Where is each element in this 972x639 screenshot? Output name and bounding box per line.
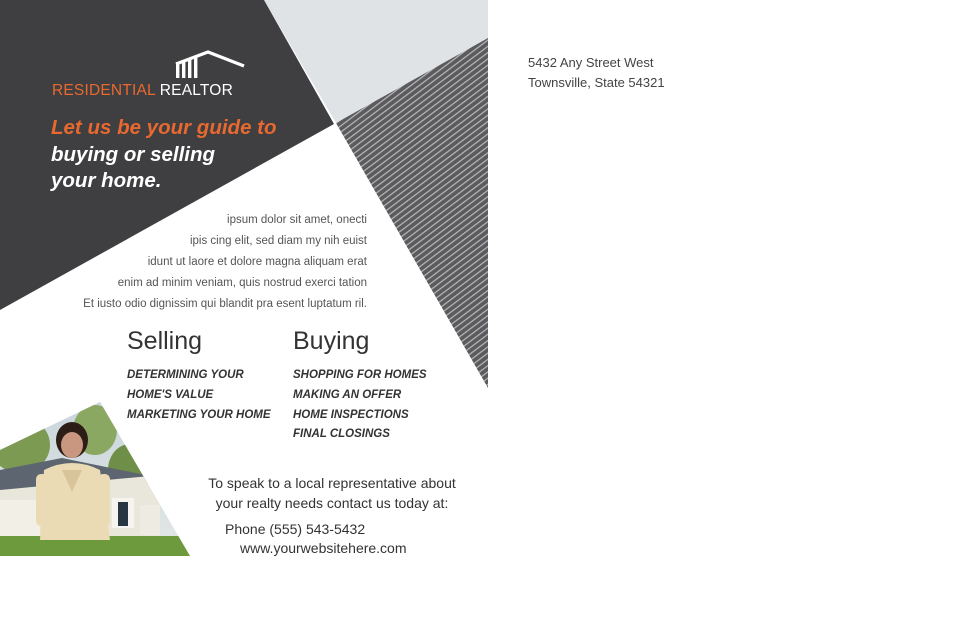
headline-line2: buying or selling: [51, 142, 216, 166]
intro-line: ipis cing elit, sed diam my nih euist: [189, 235, 367, 247]
flyer-panel: [0, 0, 488, 556]
buying-title: Buying: [293, 327, 370, 355]
buying-item: MAKING AN OFFER: [293, 388, 402, 401]
selling-title: Selling: [127, 327, 203, 355]
selling-item: DETERMINING YOUR: [127, 369, 244, 381]
address-line1: 5432 Any Street West: [528, 55, 654, 70]
phone-number: Phone (555) 543-5432: [225, 521, 366, 537]
selling-column: [127, 325, 271, 425]
brand-name: [52, 82, 233, 100]
headline-line3: your home.: [51, 169, 162, 192]
intro-paragraph: [83, 210, 367, 315]
buying-item: SHOPPING FOR HOMES: [293, 369, 427, 381]
house-roof-icon: [174, 48, 246, 80]
contact-line2: your realty needs contact us today at:: [215, 495, 449, 511]
buying-item: FINAL CLOSINGS: [293, 428, 390, 441]
brand-logo: [52, 48, 252, 98]
brand-name-part2: REALTOR: [159, 82, 233, 99]
address-line2: Townsville, State 54321: [528, 75, 665, 90]
contact-line1: To speak to a local representative about: [208, 475, 456, 491]
headline: [51, 115, 277, 195]
brand-name-part1: RESIDENTIAL: [52, 82, 156, 99]
selling-item: HOME'S VALUE: [127, 388, 214, 401]
mailing-address: [528, 53, 665, 93]
headline-line1: Let us be your guide to: [51, 116, 277, 139]
selling-item: MARKETING YOUR HOME: [127, 408, 271, 421]
intro-line: Et iusto odio dignissim qui blandit pra esent luptatum ril.: [83, 298, 367, 310]
intro-line: enim ad minim veniam, quis nostrud exerci tation: [117, 277, 367, 289]
buying-column: [293, 325, 427, 445]
intro-line: ipsum dolor sit amet, onecti: [227, 214, 367, 226]
intro-line: idunt ut laore et dolore magna aliquam erat: [147, 256, 367, 268]
buying-item: HOME INSPECTIONS: [293, 408, 409, 421]
contact-message: [194, 473, 470, 513]
website-link[interactable]: www.yourwebsitehere.com: [240, 540, 407, 556]
